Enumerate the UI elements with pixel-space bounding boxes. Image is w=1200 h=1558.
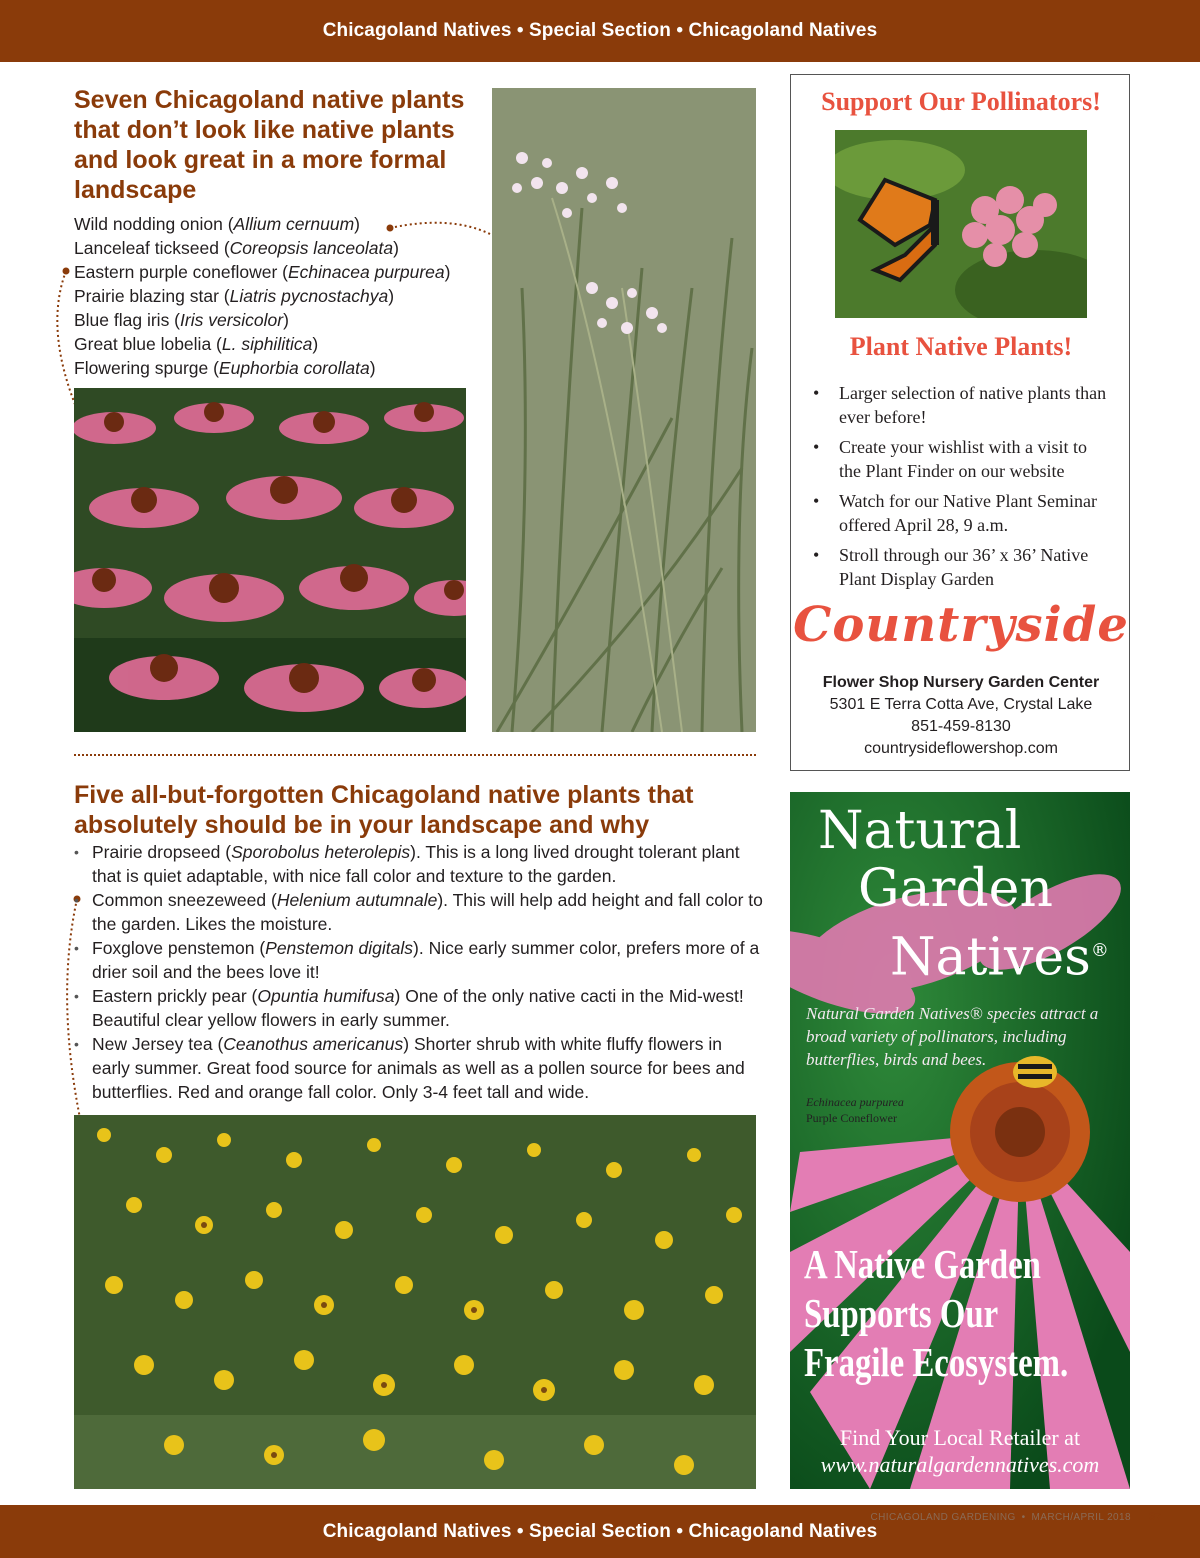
ngn-find-retailer: Find Your Local Retailer at <box>839 1425 1081 1450</box>
bottom-banner-text: Chicagoland Natives • Special Section • Chicagoland Natives <box>322 1520 878 1542</box>
business-phone: 851-459-8130 <box>911 718 1011 735</box>
sneezeweed-photo <box>74 1115 756 1489</box>
ngn-tagline-2: Supports Our <box>804 1290 999 1336</box>
list-item: • Eastern prickly pear (Opuntia humifusa) One of the only native cacti in the Mid-west! Beautiful clear yellow flowers in early summer. <box>74 984 764 1032</box>
ngn-title-garden: Garden <box>858 859 1053 919</box>
list-item: Prairie blazing star (Liatris pycnostachya) <box>74 286 395 306</box>
list-item: • Foxglove penstemon (Penstemon digitals). Nice early summer color, prefers more of a drier soil and the bees love it! <box>74 936 764 984</box>
business-name: Flower Shop Nursery Garden Center <box>822 674 1100 691</box>
ngn-website: www.naturalgardennatives.com <box>820 1452 1100 1477</box>
list-item: Great blue lobelia (L. siphilitica) <box>74 334 319 354</box>
list-item: • Larger selection of native plants than ever before! <box>813 381 1113 429</box>
folio-separator: • <box>1021 1511 1026 1523</box>
ngn-title-natural: Natural <box>818 801 1022 861</box>
list-item: Wild nodding onion (Allium cernuum) <box>74 214 360 234</box>
list-item: • Stroll through our 36’ x 36’ Native Plant Display Garden <box>813 543 1113 591</box>
list-item: • Prairie dropseed (Sporobolus heterolepis). This is a long lived drought tolerant plant that is quiet adaptable, with nice fall color and texture to the garden. <box>74 840 764 888</box>
list-item: • New Jersey tea (Ceanothus americanus) Shorter shrub with white fluffy flowers in early summer. Great food source for animals as well as a pollen source for bees and butterflies. Red and orange fall color. Only 3-4 feet tall and wide. <box>74 1032 764 1104</box>
ngn-title-natives: Natives® <box>890 927 1109 988</box>
list-item: Blue flag iris (Iris versicolor) <box>74 310 289 330</box>
coneflower-photo <box>74 388 466 732</box>
list-item: Flowering spurge (Euphorbia corollata) <box>74 358 376 378</box>
list-item: • Create your wishlist with a visit to the Plant Finder on our website <box>813 435 1113 483</box>
list-item: Lanceleaf tickseed (Coreopsis lanceolata) <box>74 238 399 258</box>
section1-heading: Seven Chicagoland native plants that don’t look like native plants and look great in a more formal landscape <box>74 86 465 204</box>
folio-publication: CHICAGOLAND GARDENING <box>870 1511 1016 1523</box>
nodding-onion-photo <box>492 88 756 732</box>
page-number: 37 <box>1148 1511 1162 1523</box>
ad-headline-native-plants: Plant Native Plants! <box>849 332 1073 361</box>
ad-bullet-list <box>813 381 1113 597</box>
monarch-butterfly-photo <box>835 130 1087 318</box>
natural-garden-natives-ad <box>790 792 1130 1489</box>
ngn-caption: Echinacea purpurea Purple Coneflower <box>806 1095 904 1125</box>
section2-heading: Five all-but-forgotten Chicagoland native plants that absolutely should be in your landscape and why <box>74 781 694 839</box>
page-folio <box>871 1511 1162 1523</box>
top-banner-text: Chicagoland Natives • Special Section • Chicagoland Natives <box>322 20 878 41</box>
countryside-ad <box>790 74 1130 771</box>
section-divider <box>74 754 756 756</box>
business-address: 5301 E Terra Cotta Ave, Crystal Lake <box>829 696 1093 713</box>
business-website: countrysideflowershop.com <box>864 740 1058 757</box>
ngn-tagline-1: A Native Garden <box>804 1241 1041 1287</box>
list-item: Eastern purple coneflower (Echinacea purpurea) <box>74 262 451 282</box>
ngn-description: Natural Garden Natives® species attract a broad variety of pollinators, including butterflies, birds and bees. <box>806 1004 1099 1069</box>
business-info <box>791 672 1131 760</box>
list-item: • Common sneezeweed (Helenium autumnale). This will help add height and fall color to the garden. Likes the moisture. <box>74 888 764 936</box>
folio-issue: MARCH/APRIL 2018 <box>1031 1511 1131 1523</box>
list-item: • Watch for our Native Plant Seminar offered April 28, 9 a.m. <box>813 489 1113 537</box>
ngn-tagline-3: Fragile Ecosystem. <box>804 1339 1069 1385</box>
ad-headline-pollinators: Support Our Pollinators! <box>821 87 1101 116</box>
forgotten-plants-list <box>74 840 764 1104</box>
countryside-logo: Countryside <box>793 597 1129 653</box>
